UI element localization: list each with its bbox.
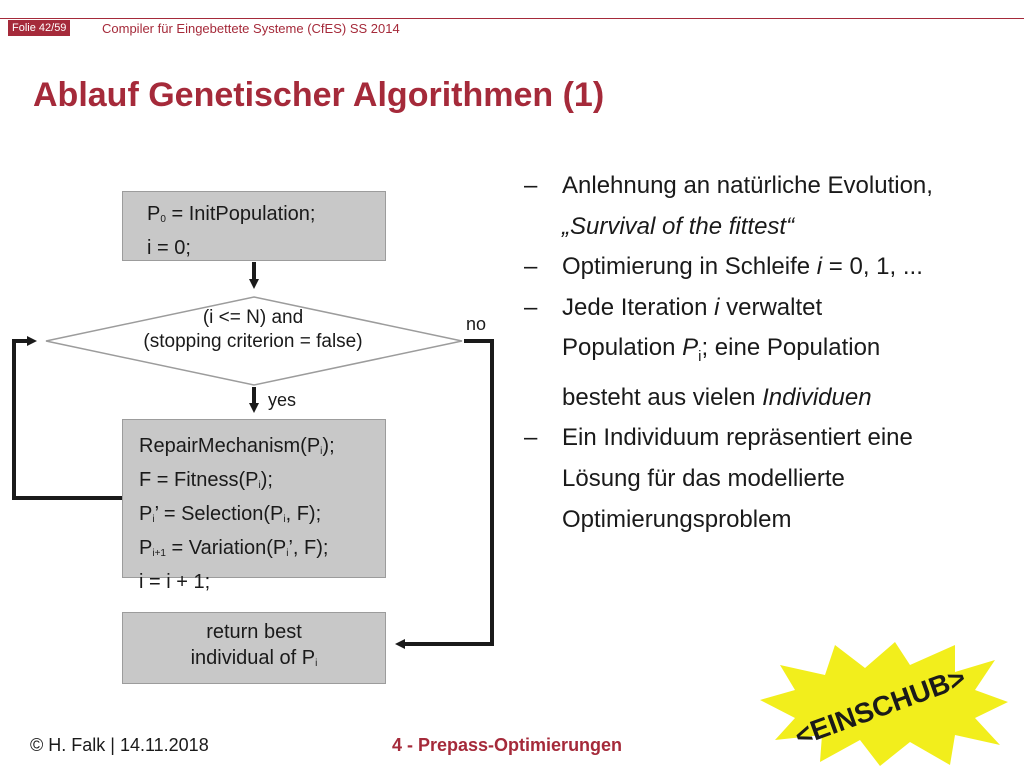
no-label: no [466,314,487,334]
yes-label: yes [268,390,297,410]
bullet-dash: – [524,253,538,281]
bullet-dash: – [524,172,538,199]
course-title: Compiler für Eingebettete Systeme (CfES) SS 2014 [102,21,400,36]
no-branch-line [400,341,492,644]
bullet-evolution: – Anlehnung an natürliche Evolution, „Survival of the fittest“ [524,166,1014,247]
footer-author-date: © H. Falk | 14.11.2018 [30,735,209,755]
bullet-loop: – Optimierung in Schleife i = 0, 1, ... [524,247,1014,288]
bullet-individual: – Ein Individuum repräsentiert eine Lösung für das modellierte Optimierungsproblem [524,418,1014,540]
init-population-box: $P_0$ = InitPopulation; i = 0; [122,191,386,261]
bullet-list [524,166,1014,540]
loop-body-box: $RepairMechanism(P_i)$; $F = Fitness(P_i)$; $P_i$’ = $Selection(P_i$, F); $P_{i+1}$ = $Variation(P_i$’, F); i = i + 1; [122,419,386,578]
slide-number-badge: Folie 42/59 [8,20,70,36]
condition-label: (i <= N) and (stopping criterion = false) [143,307,363,352]
bullet-iteration: – Jede Iteration i verwaltet Population $P_i$; eine Population besteht aus vielen Individuen [524,288,1014,419]
bullet-dash: – [524,293,538,321]
footer-chapter: 4 - Prepass-Optimierungen [392,735,623,755]
slide-title: Ablauf Genetischer Algorithmen (1) [33,76,605,114]
einschub-burst-stamp [750,640,1010,768]
bullet-dash: – [524,424,538,452]
return-best-box: return best individual of $P_i$ [122,612,386,684]
einschub-text: <EINSCHUB> [790,661,970,752]
loop-back-line [14,341,122,498]
